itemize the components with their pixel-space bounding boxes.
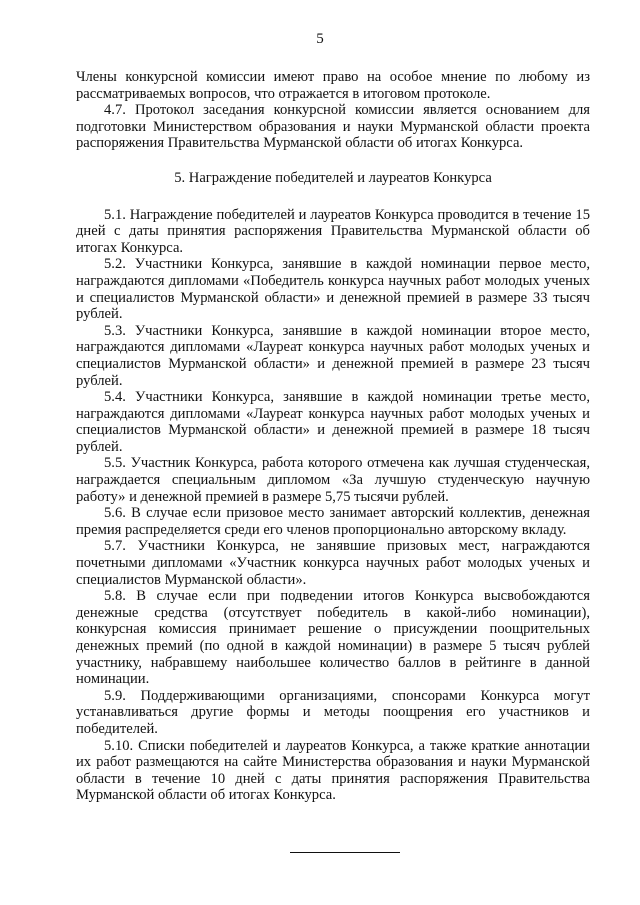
paragraph-5-7: 5.7. Участники Конкурса, не занявшие призовых мест, награждаются почетными дипломами «Участник конкурса научных работ молодых ученых и специалистов Мурманской области». <box>76 538 590 588</box>
paragraph-5-4: 5.4. Участники Конкурса, занявшие в каждой номинации третье место, награждаются дипломами «Лауреат конкурса научных работ молодых ученых и специалистов Мурманской области» и денежной премией в размере 18 тысяч рублей. <box>76 389 590 455</box>
paragraph-5-9: 5.9. Поддерживающими организациями, спонсорами Конкурса могут устанавливаться другие формы и методы поощрения его участников и победителей. <box>76 687 590 737</box>
section-heading: 5. Награждение победителей и лауреатов Конкурса <box>174 169 492 186</box>
document-body <box>76 69 590 804</box>
page-number: 5 <box>316 31 324 47</box>
paragraph-5-2: 5.2. Участники Конкурса, занявшие в каждой номинации первое место, награждаются дипломами «Победитель конкурса научных работ молодых ученых и специалистов Мурманской области» и денежной премией в размере 33 тысяч рублей. <box>76 256 590 323</box>
paragraph-5-8: 5.8. В случае если при подведении итогов Конкурса высвобождаются денежные средства (отсутствует победитель в какой-либо номинации), конкурсная комиссия принимает решение о присуждении поощрительных денежных премий (по одной в каждой номинации) в размере 5 тысяч рублей участнику, набравшему наибольшее количество баллов в рейтинге в данной номинации. <box>76 588 590 688</box>
end-divider-line <box>290 852 400 853</box>
paragraph-5-5: 5.5. Участник Конкурса, работа которого отмечена как лучшая студенческая, награждается специальным дипломом «За лучшую студенческую научную работу» и денежной премией в размере 5,75 тысячи рублей. <box>76 455 590 505</box>
paragraph-5-1: 5.1. Награждение победителей и лауреатов Конкурса проводится в течение 15 дней с даты принятия распоряжения Правительства Мурманской области об итогах Конкурса. <box>76 206 590 256</box>
paragraph-5-6: 5.6. В случае если призовое место занимает авторский коллектив, денежная премия распределяется среди его членов пропорционально авторскому вкладу. <box>76 505 590 538</box>
paragraph-5-3: 5.3. Участники Конкурса, занявшие в каждой номинации второе место, награждаются дипломами «Лауреат конкурса научных работ молодых ученых и специалистов Мурманской области» и денежной премией в размере 23 тысяч рублей. <box>76 322 590 389</box>
paragraph-4-7: 4.7. Протокол заседания конкурсной комиссии является основанием для подготовки Министерством образования и науки Мурманской области проекта распоряжения Правительства Мурманской области об итогах Конкурса. <box>76 102 590 152</box>
paragraph-commission-opinion: Члены конкурсной комиссии имеют право на особое мнение по любому из рассматриваемых вопросов, что отражается в итоговом протоколе. <box>76 69 590 102</box>
paragraph-5-10: 5.10. Списки победителей и лауреатов Конкурса, а также краткие аннотации их работ размещаются на сайте Министерства образования и науки Мурманской области в течение 10 дней с даты принятия распоряжения Правительства Мурманской области об итогах Конкурса. <box>76 737 590 804</box>
